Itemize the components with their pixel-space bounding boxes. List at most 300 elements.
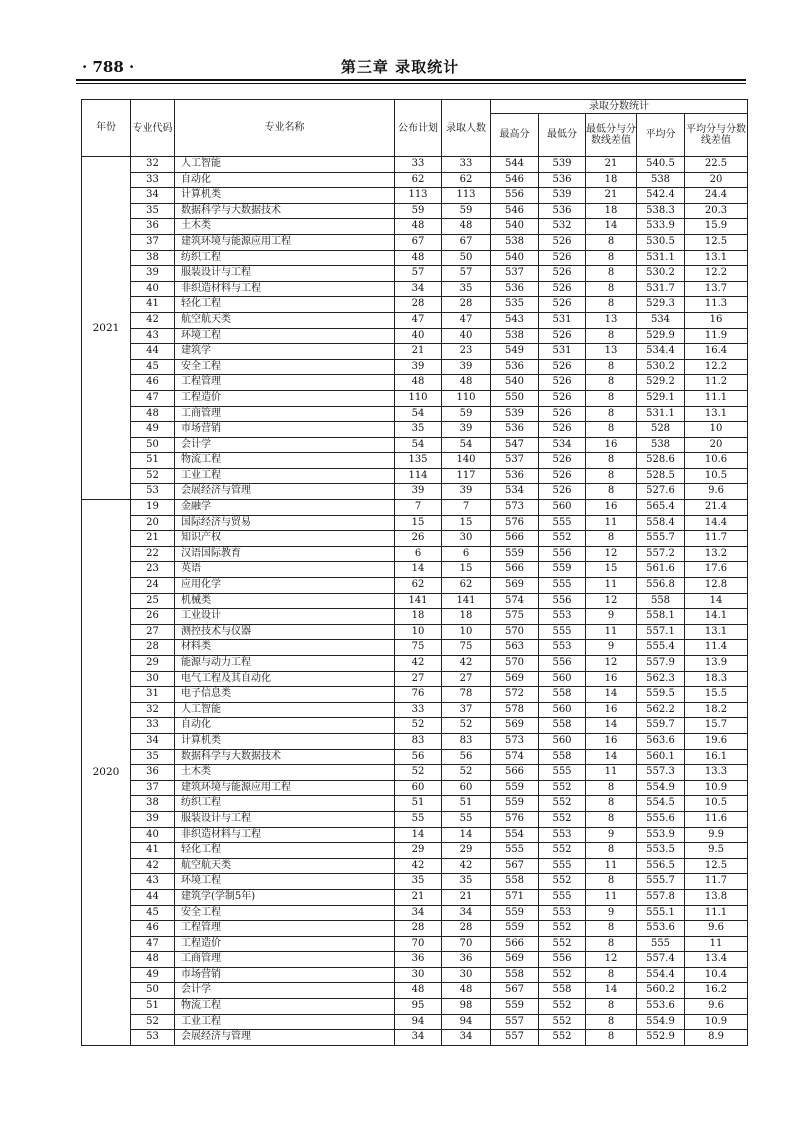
min-cell: 555 <box>539 578 586 594</box>
table-row <box>82 484 748 500</box>
avg-diff-cell: 9.6 <box>685 999 748 1015</box>
avg-diff-cell: 9.6 <box>685 921 748 937</box>
table-header <box>82 100 748 157</box>
name-cell: 工程造价 <box>175 936 395 952</box>
max-cell: 549 <box>491 344 539 360</box>
plan-cell: 54 <box>395 437 442 453</box>
avg-cell: 555.1 <box>637 905 685 921</box>
name-cell: 工程造价 <box>175 390 395 406</box>
avg-diff-cell: 14.1 <box>685 609 748 625</box>
col-name: 专业名称 <box>175 100 395 157</box>
avg-cell: 560.2 <box>637 983 685 999</box>
min-cell: 534 <box>539 437 586 453</box>
code-cell: 41 <box>131 297 175 313</box>
admitted-cell: 110 <box>442 390 491 406</box>
avg-cell: 531.1 <box>637 250 685 266</box>
avg-diff-cell: 13.3 <box>685 765 748 781</box>
col-plan: 公布计划 <box>395 100 442 157</box>
min-diff-cell: 8 <box>586 297 637 313</box>
avg-diff-cell: 11.9 <box>685 328 748 344</box>
max-cell: 537 <box>491 453 539 469</box>
plan-cell: 18 <box>395 609 442 625</box>
max-cell: 559 <box>491 999 539 1015</box>
code-cell: 30 <box>131 671 175 687</box>
admitted-cell: 30 <box>442 531 491 547</box>
avg-cell: 553.6 <box>637 921 685 937</box>
code-cell: 36 <box>131 219 175 235</box>
plan-cell: 52 <box>395 765 442 781</box>
avg-diff-cell: 9.5 <box>685 843 748 859</box>
min-cell: 526 <box>539 359 586 375</box>
min-cell: 526 <box>539 422 586 438</box>
admitted-cell: 29 <box>442 843 491 859</box>
avg-diff-cell: 15.9 <box>685 219 748 235</box>
avg-cell: 557.3 <box>637 765 685 781</box>
table-row <box>82 811 748 827</box>
avg-diff-cell: 22.5 <box>685 157 748 173</box>
avg-diff-cell: 10.4 <box>685 967 748 983</box>
max-cell: 536 <box>491 281 539 297</box>
code-cell: 46 <box>131 921 175 937</box>
min-diff-cell: 14 <box>586 219 637 235</box>
table-row <box>82 578 748 594</box>
min-cell: 555 <box>539 889 586 905</box>
avg-diff-cell: 13.1 <box>685 406 748 422</box>
code-cell: 48 <box>131 952 175 968</box>
avg-cell: 557.1 <box>637 624 685 640</box>
avg-cell: 556.5 <box>637 858 685 874</box>
min-diff-cell: 8 <box>586 967 637 983</box>
name-cell: 土木类 <box>175 219 395 235</box>
admitted-cell: 59 <box>442 203 491 219</box>
min-diff-cell: 8 <box>586 796 637 812</box>
avg-cell: 554.5 <box>637 796 685 812</box>
plan-cell: 56 <box>395 749 442 765</box>
table-row <box>82 671 748 687</box>
avg-cell: 528.6 <box>637 453 685 469</box>
avg-cell: 530.2 <box>637 359 685 375</box>
code-cell: 40 <box>131 281 175 297</box>
min-diff-cell: 8 <box>586 328 637 344</box>
name-cell: 国际经济与贸易 <box>175 515 395 531</box>
plan-cell: 36 <box>395 952 442 968</box>
code-cell: 47 <box>131 936 175 952</box>
avg-diff-cell: 11.3 <box>685 297 748 313</box>
avg-diff-cell: 9.9 <box>685 827 748 843</box>
avg-diff-cell: 11.7 <box>685 531 748 547</box>
code-cell: 47 <box>131 390 175 406</box>
name-cell: 工程管理 <box>175 921 395 937</box>
table-row <box>82 889 748 905</box>
avg-cell: 529.1 <box>637 390 685 406</box>
code-cell: 53 <box>131 1030 175 1046</box>
plan-cell: 59 <box>395 203 442 219</box>
max-cell: 566 <box>491 765 539 781</box>
min-cell: 532 <box>539 219 586 235</box>
max-cell: 540 <box>491 375 539 391</box>
avg-diff-cell: 15.5 <box>685 687 748 703</box>
admitted-cell: 52 <box>442 718 491 734</box>
code-cell: 37 <box>131 234 175 250</box>
code-cell: 20 <box>131 515 175 531</box>
name-cell: 服装设计与工程 <box>175 811 395 827</box>
name-cell: 建筑学 <box>175 344 395 360</box>
name-cell: 市场营销 <box>175 422 395 438</box>
code-cell: 43 <box>131 328 175 344</box>
name-cell: 轻化工程 <box>175 297 395 313</box>
avg-diff-cell: 10.5 <box>685 796 748 812</box>
code-cell: 52 <box>131 468 175 484</box>
plan-cell: 42 <box>395 656 442 672</box>
admitted-cell: 27 <box>442 671 491 687</box>
min-cell: 536 <box>539 203 586 219</box>
max-cell: 547 <box>491 437 539 453</box>
max-cell: 538 <box>491 328 539 344</box>
table-row <box>82 266 748 282</box>
avg-diff-cell: 15.7 <box>685 718 748 734</box>
col-year: 年份 <box>82 100 131 157</box>
table-row <box>82 983 748 999</box>
admitted-cell: 15 <box>442 515 491 531</box>
min-cell: 553 <box>539 827 586 843</box>
table-row <box>82 858 748 874</box>
code-cell: 37 <box>131 780 175 796</box>
table-row <box>82 359 748 375</box>
avg-cell: 542.4 <box>637 188 685 204</box>
name-cell: 会计学 <box>175 983 395 999</box>
max-cell: 554 <box>491 827 539 843</box>
code-cell: 25 <box>131 593 175 609</box>
max-cell: 569 <box>491 671 539 687</box>
table-body <box>82 157 748 1046</box>
max-cell: 573 <box>491 733 539 749</box>
min-cell: 552 <box>539 843 586 859</box>
name-cell: 人工智能 <box>175 157 395 173</box>
avg-diff-cell: 10.9 <box>685 780 748 796</box>
min-cell: 539 <box>539 188 586 204</box>
plan-cell: 52 <box>395 718 442 734</box>
min-cell: 552 <box>539 967 586 983</box>
plan-cell: 42 <box>395 858 442 874</box>
max-cell: 558 <box>491 874 539 890</box>
admitted-cell: 47 <box>442 312 491 328</box>
name-cell: 汉语国际教育 <box>175 546 395 562</box>
table-row <box>82 281 748 297</box>
min-cell: 526 <box>539 468 586 484</box>
max-cell: 559 <box>491 796 539 812</box>
min-cell: 526 <box>539 390 586 406</box>
min-cell: 526 <box>539 484 586 500</box>
avg-diff-cell: 13.4 <box>685 952 748 968</box>
code-cell: 36 <box>131 765 175 781</box>
avg-diff-cell: 11.4 <box>685 640 748 656</box>
admitted-cell: 98 <box>442 999 491 1015</box>
name-cell: 测控技术与仪器 <box>175 624 395 640</box>
min-diff-cell: 13 <box>586 344 637 360</box>
plan-cell: 48 <box>395 375 442 391</box>
min-cell: 560 <box>539 702 586 718</box>
min-cell: 558 <box>539 718 586 734</box>
min-diff-cell: 11 <box>586 624 637 640</box>
name-cell: 材料类 <box>175 640 395 656</box>
avg-cell: 555.4 <box>637 640 685 656</box>
admitted-cell: 40 <box>442 328 491 344</box>
table-row <box>82 999 748 1015</box>
table-row <box>82 500 748 516</box>
name-cell: 计算机类 <box>175 733 395 749</box>
plan-cell: 30 <box>395 967 442 983</box>
max-cell: 546 <box>491 203 539 219</box>
name-cell: 工商管理 <box>175 406 395 422</box>
min-cell: 526 <box>539 406 586 422</box>
avg-cell: 553.5 <box>637 843 685 859</box>
max-cell: 559 <box>491 546 539 562</box>
max-cell: 557 <box>491 1014 539 1030</box>
admitted-cell: 23 <box>442 344 491 360</box>
min-diff-cell: 16 <box>586 671 637 687</box>
plan-cell: 54 <box>395 406 442 422</box>
min-diff-cell: 9 <box>586 905 637 921</box>
table-row <box>82 780 748 796</box>
max-cell: 575 <box>491 609 539 625</box>
admitted-cell: 42 <box>442 656 491 672</box>
avg-cell: 563.6 <box>637 733 685 749</box>
min-diff-cell: 8 <box>586 1014 637 1030</box>
name-cell: 应用化学 <box>175 578 395 594</box>
min-cell: 558 <box>539 983 586 999</box>
min-diff-cell: 8 <box>586 390 637 406</box>
admitted-cell: 30 <box>442 967 491 983</box>
min-diff-cell: 21 <box>586 188 637 204</box>
admitted-cell: 21 <box>442 889 491 905</box>
avg-cell: 565.4 <box>637 500 685 516</box>
admitted-cell: 113 <box>442 188 491 204</box>
name-cell: 会展经济与管理 <box>175 484 395 500</box>
avg-cell: 558 <box>637 593 685 609</box>
table-row <box>82 640 748 656</box>
table-row <box>82 203 748 219</box>
min-diff-cell: 8 <box>586 936 637 952</box>
avg-diff-cell: 12.5 <box>685 234 748 250</box>
name-cell: 航空航天类 <box>175 312 395 328</box>
code-cell: 21 <box>131 531 175 547</box>
name-cell: 自动化 <box>175 718 395 734</box>
avg-diff-cell: 24.4 <box>685 188 748 204</box>
table-row <box>82 687 748 703</box>
min-diff-cell: 14 <box>586 687 637 703</box>
avg-cell: 529.2 <box>637 375 685 391</box>
avg-cell: 530.5 <box>637 234 685 250</box>
code-cell: 39 <box>131 811 175 827</box>
min-diff-cell: 8 <box>586 843 637 859</box>
name-cell: 英语 <box>175 562 395 578</box>
avg-cell: 533.9 <box>637 219 685 235</box>
table-row <box>82 188 748 204</box>
admitted-cell: 140 <box>442 453 491 469</box>
max-cell: 555 <box>491 843 539 859</box>
max-cell: 566 <box>491 936 539 952</box>
admitted-cell: 39 <box>442 484 491 500</box>
code-cell: 50 <box>131 983 175 999</box>
avg-diff-cell: 13.7 <box>685 281 748 297</box>
avg-cell: 527.6 <box>637 484 685 500</box>
min-diff-cell: 9 <box>586 640 637 656</box>
table-row <box>82 1030 748 1046</box>
plan-cell: 35 <box>395 874 442 890</box>
admitted-cell: 6 <box>442 546 491 562</box>
avg-diff-cell: 13.2 <box>685 546 748 562</box>
table-row <box>82 234 748 250</box>
min-diff-cell: 8 <box>586 422 637 438</box>
plan-cell: 62 <box>395 172 442 188</box>
plan-cell: 28 <box>395 297 442 313</box>
min-diff-cell: 8 <box>586 359 637 375</box>
code-cell: 49 <box>131 422 175 438</box>
min-diff-cell: 8 <box>586 921 637 937</box>
max-cell: 558 <box>491 967 539 983</box>
plan-cell: 95 <box>395 999 442 1015</box>
min-diff-cell: 8 <box>586 281 637 297</box>
min-cell: 560 <box>539 733 586 749</box>
max-cell: 563 <box>491 640 539 656</box>
avg-diff-cell: 17.6 <box>685 562 748 578</box>
min-diff-cell: 11 <box>586 578 637 594</box>
min-cell: 552 <box>539 874 586 890</box>
min-diff-cell: 9 <box>586 609 637 625</box>
min-cell: 552 <box>539 780 586 796</box>
table-row <box>82 874 748 890</box>
table-row <box>82 656 748 672</box>
code-cell: 22 <box>131 546 175 562</box>
col-code: 专业代码 <box>131 100 175 157</box>
avg-cell: 538 <box>637 437 685 453</box>
min-diff-cell: 21 <box>586 157 637 173</box>
table-row <box>82 749 748 765</box>
table-row <box>82 796 748 812</box>
plan-cell: 15 <box>395 515 442 531</box>
plan-cell: 21 <box>395 344 442 360</box>
admitted-cell: 39 <box>442 422 491 438</box>
admitted-cell: 70 <box>442 936 491 952</box>
min-cell: 552 <box>539 999 586 1015</box>
min-cell: 552 <box>539 531 586 547</box>
avg-diff-cell: 14 <box>685 593 748 609</box>
min-cell: 555 <box>539 765 586 781</box>
code-cell: 38 <box>131 796 175 812</box>
code-cell: 40 <box>131 827 175 843</box>
name-cell: 数据科学与大数据技术 <box>175 749 395 765</box>
table-row <box>82 609 748 625</box>
avg-cell: 553.6 <box>637 999 685 1015</box>
avg-cell: 555.7 <box>637 531 685 547</box>
avg-cell: 531.1 <box>637 406 685 422</box>
max-cell: 534 <box>491 484 539 500</box>
admitted-cell: 48 <box>442 983 491 999</box>
table-row <box>82 967 748 983</box>
table-row <box>82 406 748 422</box>
avg-diff-cell: 11.7 <box>685 874 748 890</box>
plan-cell: 21 <box>395 889 442 905</box>
min-diff-cell: 8 <box>586 266 637 282</box>
year-cell: 2021 <box>82 157 131 500</box>
name-cell: 非织造材料与工程 <box>175 827 395 843</box>
avg-cell: 562.3 <box>637 671 685 687</box>
avg-diff-cell: 10 <box>685 422 748 438</box>
min-diff-cell: 14 <box>586 983 637 999</box>
name-cell: 工程管理 <box>175 375 395 391</box>
avg-cell: 562.2 <box>637 702 685 718</box>
max-cell: 576 <box>491 515 539 531</box>
avg-cell: 554.9 <box>637 1014 685 1030</box>
avg-cell: 529.9 <box>637 328 685 344</box>
table-row <box>82 250 748 266</box>
name-cell: 安全工程 <box>175 359 395 375</box>
plan-cell: 40 <box>395 328 442 344</box>
plan-cell: 10 <box>395 624 442 640</box>
table-row <box>82 624 748 640</box>
admitted-cell: 94 <box>442 1014 491 1030</box>
table-row <box>82 702 748 718</box>
admitted-cell: 39 <box>442 359 491 375</box>
name-cell: 计算机类 <box>175 188 395 204</box>
plan-cell: 75 <box>395 640 442 656</box>
min-diff-cell: 8 <box>586 234 637 250</box>
table-row <box>82 390 748 406</box>
avg-diff-cell: 11 <box>685 936 748 952</box>
admitted-cell: 34 <box>442 1030 491 1046</box>
plan-cell: 114 <box>395 468 442 484</box>
admitted-cell: 28 <box>442 297 491 313</box>
name-cell: 会展经济与管理 <box>175 1030 395 1046</box>
max-cell: 559 <box>491 921 539 937</box>
avg-diff-cell: 11.1 <box>685 905 748 921</box>
min-cell: 556 <box>539 656 586 672</box>
table-row <box>82 437 748 453</box>
name-cell: 自动化 <box>175 172 395 188</box>
admitted-cell: 28 <box>442 921 491 937</box>
min-diff-cell: 16 <box>586 733 637 749</box>
max-cell: 574 <box>491 749 539 765</box>
max-cell: 566 <box>491 531 539 547</box>
admitted-cell: 51 <box>442 796 491 812</box>
plan-cell: 110 <box>395 390 442 406</box>
plan-cell: 47 <box>395 312 442 328</box>
table-row <box>82 219 748 235</box>
min-diff-cell: 13 <box>586 312 637 328</box>
min-diff-cell: 8 <box>586 453 637 469</box>
min-diff-cell: 16 <box>586 702 637 718</box>
header-rule-thin <box>76 83 746 84</box>
max-cell: 537 <box>491 266 539 282</box>
min-diff-cell: 8 <box>586 484 637 500</box>
min-cell: 555 <box>539 515 586 531</box>
code-cell: 45 <box>131 905 175 921</box>
avg-diff-cell: 20 <box>685 172 748 188</box>
min-diff-cell: 12 <box>586 656 637 672</box>
avg-cell: 529.3 <box>637 297 685 313</box>
plan-cell: 62 <box>395 578 442 594</box>
table-row <box>82 328 748 344</box>
avg-cell: 556.8 <box>637 578 685 594</box>
code-cell: 35 <box>131 749 175 765</box>
code-cell: 35 <box>131 203 175 219</box>
plan-cell: 141 <box>395 593 442 609</box>
code-cell: 23 <box>131 562 175 578</box>
name-cell: 电气工程及其自动化 <box>175 671 395 687</box>
admission-table <box>81 99 748 1046</box>
avg-diff-cell: 14.4 <box>685 515 748 531</box>
name-cell: 金融学 <box>175 500 395 516</box>
